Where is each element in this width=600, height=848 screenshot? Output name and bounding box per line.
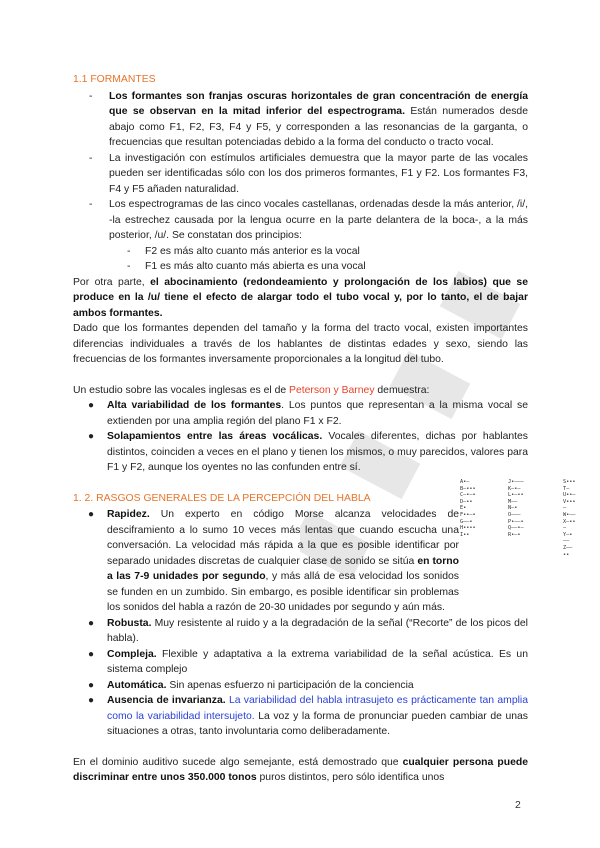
morse-column: A•— B—••• C—•—• D—•• E• F••—• G——• H•••• I•• bbox=[460, 479, 476, 538]
bullet-icon: ● bbox=[88, 431, 95, 442]
morse-column: J•——— K—•— L•—•• M—— N—• O——— P•——• Q——•— R•—• bbox=[508, 479, 524, 538]
list-item-ausencia: ● Ausencia de invarianza. La variabilidad del habla intrasujeto es prácticamente tan amplia como la variabilidad intersujeto. La voz y la forma de pronunciar pueden cambiar de unas situaciones a otras, tanto involuntaria como deliberadamente. bbox=[88, 695, 528, 737]
list-item-automatica: ● Automática. Sin apenas esfuerzo ni participación de la conciencia bbox=[73, 678, 528, 694]
principle-item: - F1 es más alto cuanto más abierta es una vocal bbox=[73, 259, 528, 275]
highlighted-text: La variabilidad del habla intrasujeto es prácticamente tan amplia como la variabilidad intersujeto. bbox=[107, 695, 528, 722]
paragraph-diferencias: Dado que los formantes dependen del tamaño y la forma del tracto vocal, existen importantes diferencias individuales a través de los hablantes de distintas edades y sexo, siendo las frecuencias de los formantes inversamente proporcionales a la longitud del tubo. bbox=[73, 323, 528, 365]
list-item: ● Solapamientos entre las áreas vocálicas. Vocales diferentes, dichas por hablantes distintos, coinciden a veces en el plano y tienen los mismos, o muy parecidos, valores para F1 y F2, aunque los oyentes no las confunden entre sí. bbox=[88, 431, 528, 473]
bullet-icon: ● bbox=[88, 679, 95, 691]
dash-marker: - bbox=[89, 152, 93, 164]
dash-marker: - bbox=[127, 261, 131, 272]
morse-column: S••• T— U••— V•••— W•—— X—••— Y—•—— Z——•• bbox=[563, 479, 576, 558]
bullet-icon: ● bbox=[88, 509, 95, 520]
list-item: - Los espectrogramas de las cinco vocales castellanas, ordenadas desde la más anterior, /i/, -la estrechez causada por la lengua ocurre en la parte delantera de la boca-, a la más posterior, /u/. Se constatan dos principios: bbox=[89, 199, 528, 241]
paragraph-estudio: Un estudio sobre las vocales inglesas es el de Peterson y Barney demuestra: bbox=[73, 384, 430, 396]
document-body bbox=[73, 72, 528, 786]
list-item-robusta: ● Robusta. Muy resistente al ruido y a la degradación de la señal (“Recorte” de los picos del habla). bbox=[88, 617, 528, 644]
dash-marker: - bbox=[89, 199, 93, 210]
dash-marker: - bbox=[127, 245, 131, 257]
list-item: - Los formantes son franjas oscuras horizontales de gran concentración de energía que se observan en la mitad inferior del espectrograma. Están numerados desde abajo como F1, F2, F3, F4 y F5, y corresponden a las resonancias de la garganta, o frecuencias que resultan potenciadas debido a la forma del conducto o tracto vocal. bbox=[89, 90, 528, 148]
list-item: ● Alta variabilidad de los formantes. Los puntos que representan a la misma vocal se extienden por una amplia región del plano F1 x F2. bbox=[88, 400, 528, 427]
dash-marker: - bbox=[89, 90, 93, 102]
bullet-icon: ● bbox=[88, 648, 95, 660]
bullet-icon: ● bbox=[88, 617, 95, 629]
section-heading-rasgos: 1. 2. RASGOS GENERALES DE LA PERCEPCIÓN DEL HABLA bbox=[73, 492, 371, 504]
paragraph-abocinamiento: Por otra parte, el abocinamiento (redondeamiento y prolongación de los labios) que se produce en la /u/ tiene el efecto de alargar todo el tubo vocal y, por lo tanto, el de bajar ambos formantes. bbox=[73, 276, 528, 319]
section-heading-formantes: 1.1 FORMANTES bbox=[73, 74, 156, 85]
list-item-rapidez: ● Rapidez. Un experto en código Morse alcanza velocidades de desciframiento a lo sumo 10 veces más lentas que cuando escucha una conversación. La velocidad más rápida a la que es posible identificar por separado unidades discretas de cualquier clase de sonido se sitúa en torno a las 7-9 unidades por segundo, y más allá de esa velocidad los sonidos se funden en un zumbido. Sin embargo, es posible identificar sin problemas los sonidos del habla a razón de 20-30 unidades por segundo y aún más. bbox=[88, 509, 459, 613]
citation-peterson-barney: Peterson y Barney bbox=[289, 384, 375, 396]
bullet-icon: ● bbox=[88, 695, 95, 706]
list-item-compleja: ● Compleja. Flexible y adaptativa a la extrema variabilidad de la señal acústica. Es un sistema complejo bbox=[88, 648, 528, 675]
principle-item: - F2 es más alto cuanto más anterior es la vocal bbox=[73, 244, 528, 260]
page-number: 2 bbox=[515, 800, 521, 811]
paragraph-dominio-auditivo: En el dominio auditivo sucede algo semejante, está demostrado que cualquier persona puede discriminar entre unos 350.000 tonos puros distintos, pero sólo identifica unos bbox=[73, 756, 528, 783]
bullet-icon: ● bbox=[88, 400, 95, 411]
list-item: - La investigación con estímulos artificiales demuestra que la mayor parte de las vocales pueden ser identificadas sólo con los dos primeros formantes, F1 y F2. Los formantes F3, F4 y F5 añaden naturalidad. bbox=[89, 152, 528, 195]
